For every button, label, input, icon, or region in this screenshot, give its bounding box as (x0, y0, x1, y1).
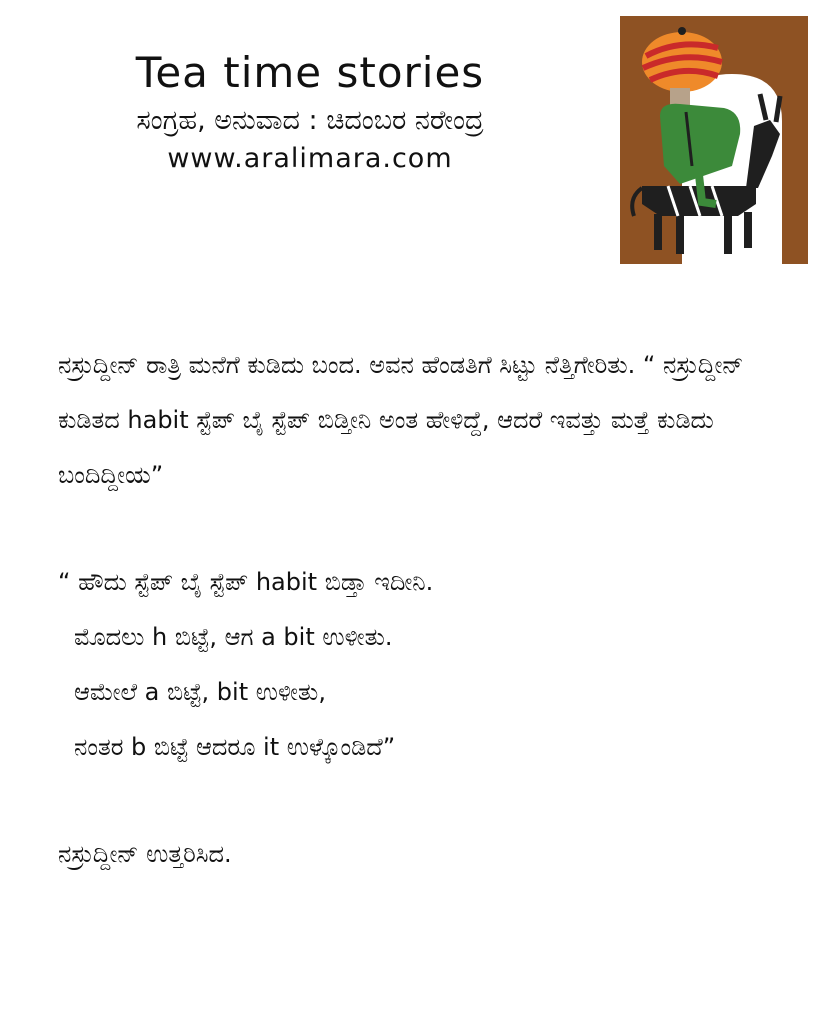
page-title: Tea time stories (135, 48, 485, 97)
paragraph-gap (58, 775, 788, 827)
story-body (58, 338, 788, 882)
story-paragraph: ನಸ್ರುದ್ದೀನ್ ರಾತ್ರಿ ಮನೆಗೆ ಕುಡಿದು ಬಂದ. ಅವನ ಹೆಂಡತಿಗೆ ಸಿಟ್ಟು ನೆತ್ತಿಗೇರಿತು. “ ನಸ್ರುದ್ದೀನ್ ಕುಡಿತದ habit ಸ್ಟೆಪ್ ಬೈ ಸ್ಟೆಪ್ ಬಿಡ್ತೀನಿ ಅಂತ ಹೇಳಿದ್ದೆ, ಆದರೆ ಇವತ್ತು ಮತ್ತೆ ಕುಡಿದು ಬಂದಿದ್ದೀಯ” (58, 351, 744, 489)
header (40, 40, 580, 178)
nasruddin-reply (58, 555, 788, 775)
website-url: www.aralimara.com (167, 143, 453, 175)
page-subtitle: ಸಂಗ್ರಹ, ಅನುವಾದ : ಚಿದಂಬರ ನರೇಂದ್ರ (136, 105, 484, 137)
nasruddin-on-donkey-illustration (620, 16, 808, 264)
reply-line: ನಂತರ b ಬಿಟ್ಟೆ ಆದರೂ it ಉಳ್ಕೊಂಡಿದೆ” (74, 733, 396, 761)
illustration-svg (620, 16, 808, 264)
reply-line: ಮೊದಲು h ಬಿಟ್ಟೆ, ಆಗ a bit ಉಳೀತು. (74, 623, 393, 651)
reply-line: ಆಮೇಲೆ a ಬಿಟ್ಟೆ, bit ಉಳೀತು, (74, 678, 326, 706)
paragraph-gap (58, 503, 788, 555)
reply-line: “ ಹೌದು ಸ್ಟೆಪ್ ಬೈ ಸ್ಟೆಪ್ habit ಬಿಡ್ತಾ ಇದೀನಿ. (58, 568, 434, 596)
story-closing: ನಸ್ರುದ್ದೀನ್ ಉತ್ತರಿಸಿದ. (58, 840, 232, 868)
